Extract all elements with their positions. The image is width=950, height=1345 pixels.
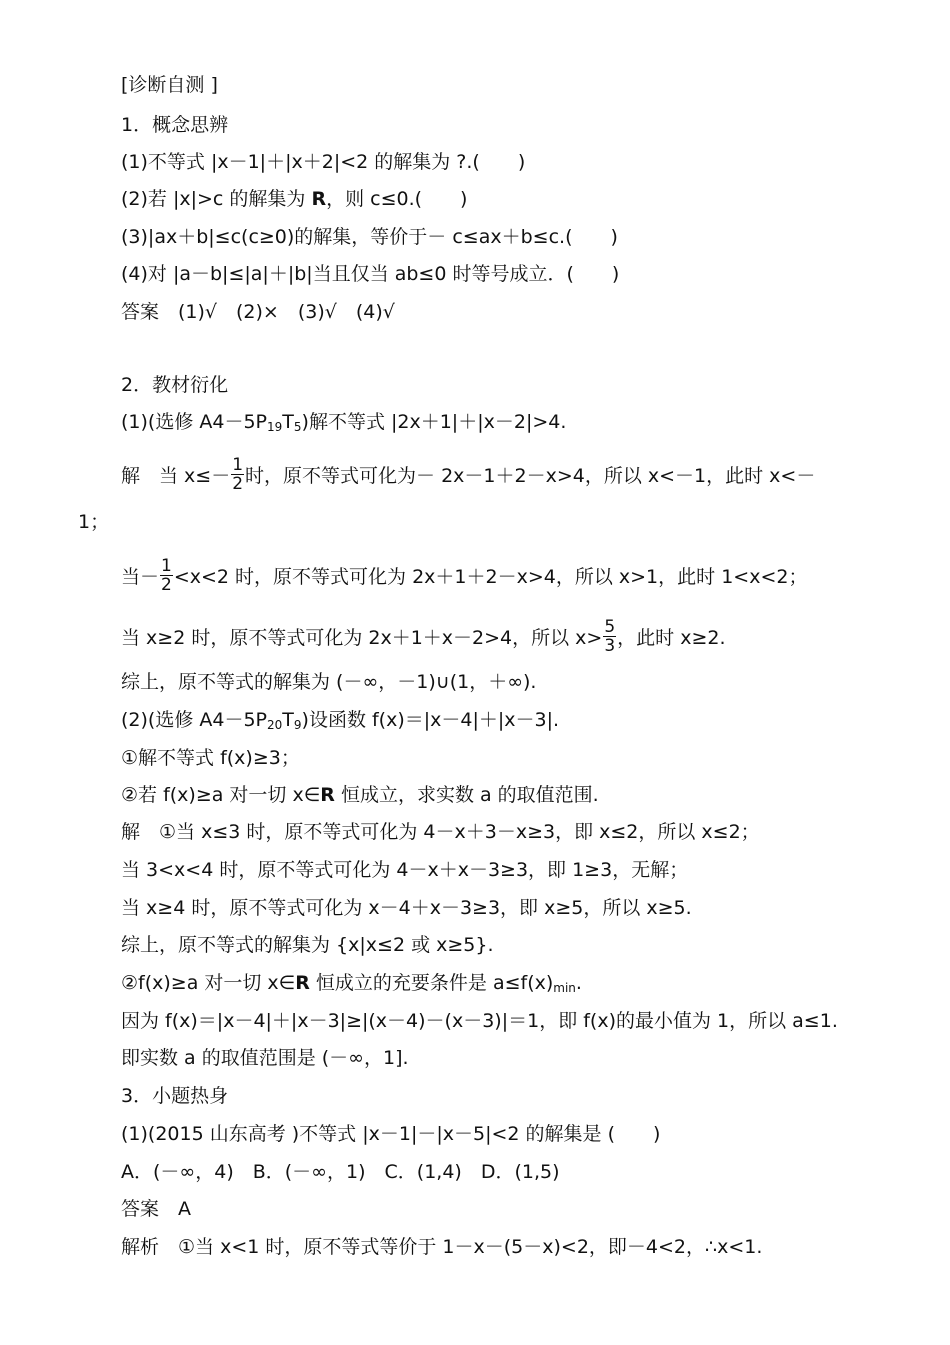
q2-problem-2-part-1: ①解不等式 f(x)≥3； [121,747,300,769]
fraction-one-half: $\frac{1}{2}$ [232,455,244,494]
q3-analysis: 解析 ①当 x<1 时，原不等式等价于 1－x－(5－x)<2，即－4<2，∴x<1. [121,1236,763,1258]
q1-item-1: (1)不等式 |x－1|＋|x＋2|<2 的解集为 ?.( ) [121,151,526,173]
q2-solution-2-line-1: 解 ①当 x≤3 时，原不等式可化为 4－x＋3－x≥3，即 x≤2，所以 x≤2； [121,821,760,843]
q2-solution-case-1: 解 当 x≤－ $\frac{1}{2}$ 时，原不等式可化为－ 2x－1＋2－x>4，所以 x<－1，此时 x<－ [121,455,816,494]
q2-summary-1: 综上，原不等式的解集为 (－∞，－1)∪(1，＋∞). [121,671,537,693]
fraction-five-thirds: $\frac{5}{3}$ [604,617,616,656]
q2-solution-2-line-6: 因为 f(x)＝|x－4|＋|x－3|≥|(x－4)－(x－3)|＝1，即 f(x)的最小值为 1，所以 a≤1. [121,1010,838,1032]
q1-heading: 1．概念思辨 [121,114,229,136]
q3-heading: 3．小题热身 [121,1085,229,1107]
q2-solution-case-1-cont: 1； [78,511,110,533]
q2-solution-2-line-5: ②f(x)≥a 对一切 x∈R 恒成立的充要条件是 $a\le f(x)_{min}$. [121,972,582,995]
fraction-one-half: $\frac{1}{2}$ [161,556,172,595]
q1-item-3: (3)|ax＋b|≤c(c≥0)的解集，等价于－ c≤ax＋b≤c.( ) [121,226,618,248]
q2-problem-2-part-2: ②若 f(x)≥a 对一切 x∈R 恒成立，求实数 a 的取值范围. [121,784,599,806]
q3-answer: 答案 A [121,1198,191,1220]
q2-solution-2-line-4: 综上，原不等式的解集为 {x|x≤2 或 x≥5}. [121,934,494,956]
q2-solution-2-line-7: 即实数 a 的取值范围是 (－∞，1]. [121,1047,409,1069]
q1-item-2: (2)若 |x|>c 的解集为 R，则 c≤0.( ) [121,188,468,210]
q2-solution-case-2: 当－ $\frac{1}{2}$ <x<2 时，原不等式可化为 2x＋1＋2－x>4，所以 x>1，此时 1<x<2； [121,556,808,595]
q1-item-4: (4)对 |a－b|≤|a|＋|b|当且仅当 ab≤0 时等号成立．( ) [121,263,620,285]
q2-heading: 2．教材衍化 [121,374,229,396]
q2-solution-case-3: 当 x≥2 时，原不等式可化为 2x＋1＋x－2>4，所以 x> $\frac{5}{3}$ ，此时 x≥2. [121,617,726,656]
section-title: [诊断自测 ] [121,74,218,96]
q1-answer: 答案 (1)√ (2)× (3)√ (4)√ [121,301,395,323]
q3-options: A．(－∞，4) B．(－∞，1) C．(1,4) D．(1,5) [121,1161,560,1183]
q3-problem-1: (1)(2015 山东高考 )不等式 |x－1|－|x－5|<2 的解集是 ( ) [121,1123,661,1145]
q2-solution-2-line-3: 当 x≥4 时，原不等式可化为 x－4＋x－3≥3，即 x≥5，所以 x≥5. [121,897,692,919]
q2-problem-1: (1)(选修 $A4-5P_{19}T_5$)解不等式 |2x＋1|＋|x－2|>4. [121,411,567,434]
q2-solution-2-line-2: 当 3<x<4 时，原不等式可化为 4－x＋x－3≥3，即 1≥3，无解； [121,859,689,881]
q2-problem-2: (2)(选修 $A4-5P_{20}T_9$)设函数 f(x)＝|x－4|＋|x－3|. [121,709,560,732]
